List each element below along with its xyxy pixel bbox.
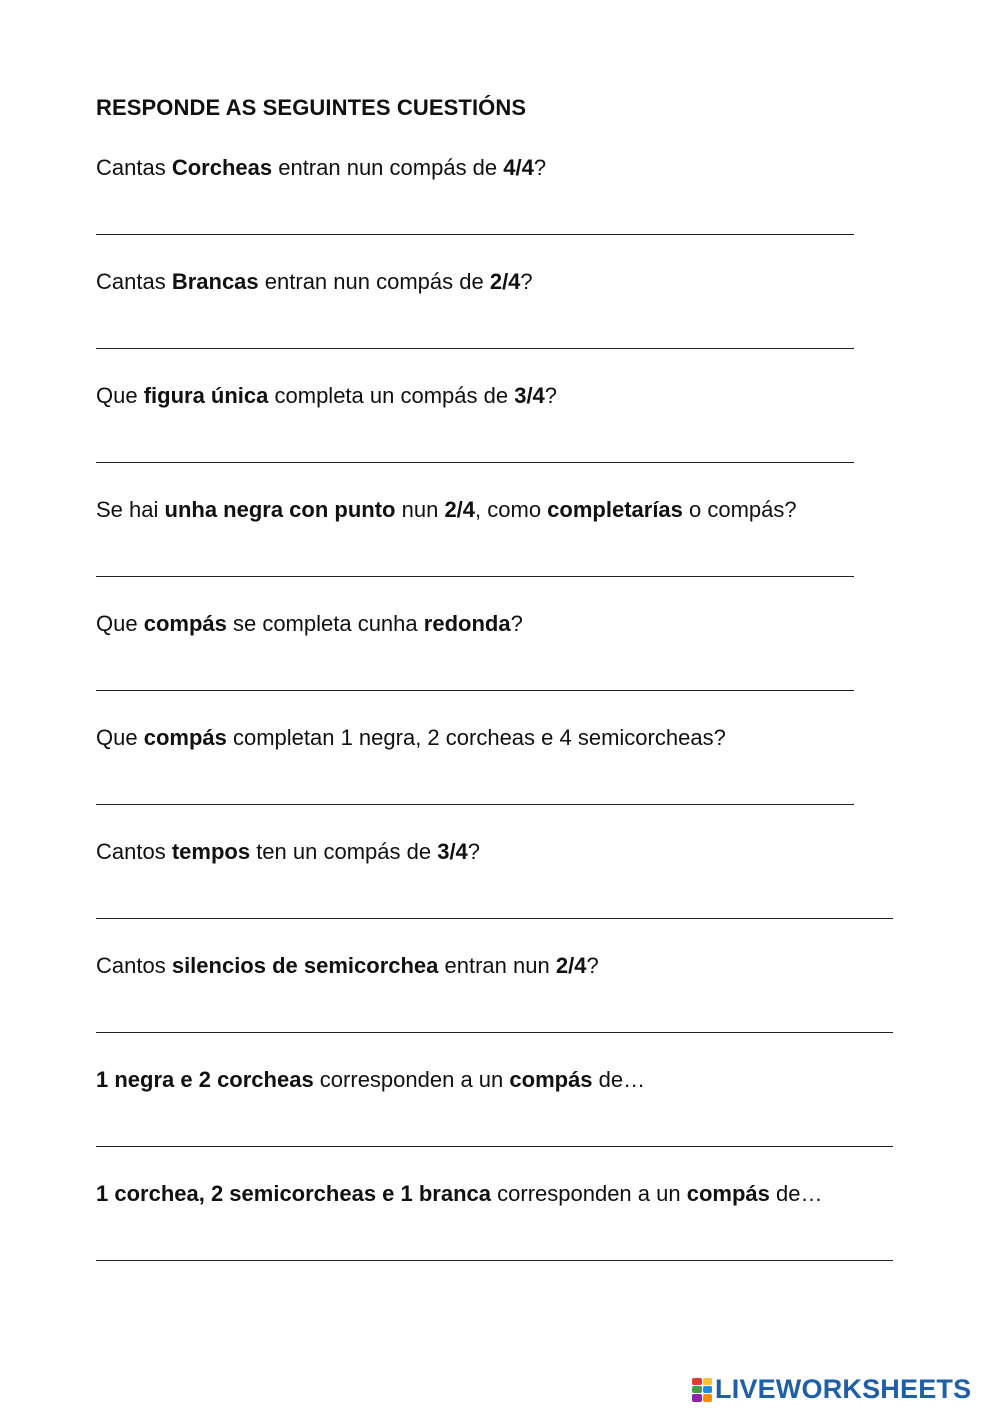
- question-text: Que: [96, 611, 144, 636]
- question-10: [96, 1181, 822, 1207]
- question-bold-text: compás: [143, 725, 227, 750]
- answer-line-10[interactable]: [96, 1260, 893, 1261]
- question-bold-text: 2/4: [444, 497, 476, 522]
- answer-input-6[interactable]: [96, 776, 854, 802]
- question-text: ?: [520, 269, 533, 294]
- question-text: entran nun: [438, 953, 556, 978]
- question-bold-text: 1 negra e 2 corcheas: [96, 1067, 314, 1092]
- question-text: completan 1 negra, 2 corcheas e 4 semicorcheas?: [226, 725, 726, 750]
- question-text: Que: [96, 383, 144, 408]
- question-text: ten un compás de: [250, 839, 438, 864]
- question-bold-text: silencios de semicorchea: [171, 953, 439, 978]
- question-bold-text: 3/4: [437, 839, 468, 864]
- question-bold-text: 4/4: [503, 155, 534, 180]
- question-9: [96, 1067, 645, 1093]
- question-text: Se hai: [96, 497, 165, 522]
- question-1: [96, 155, 546, 181]
- answer-line-3[interactable]: [96, 462, 854, 463]
- answer-input-9[interactable]: [96, 1118, 893, 1144]
- question-bold-text: 2/4: [555, 953, 587, 978]
- answer-line-2[interactable]: [96, 348, 854, 349]
- question-text: Que: [96, 725, 144, 750]
- logo-square: [692, 1386, 702, 1393]
- liveworksheets-logo: [692, 1374, 971, 1405]
- question-bold-text: 1 corchea, 2 semicorcheas e 1 branca: [96, 1181, 492, 1206]
- question-5: [96, 611, 523, 637]
- logo-square: [692, 1394, 702, 1401]
- logo-square: [703, 1394, 713, 1401]
- question-bold-text: tempos: [171, 839, 251, 864]
- question-2: [96, 269, 533, 295]
- question-text: ?: [533, 155, 547, 180]
- question-text: entran nun compás de: [272, 155, 504, 180]
- answer-line-7[interactable]: [96, 918, 893, 919]
- question-bold-text: redonda: [423, 611, 511, 636]
- question-bold-text: compás: [143, 611, 227, 636]
- answer-input-5[interactable]: [96, 662, 854, 688]
- question-bold-text: completarías: [547, 497, 683, 522]
- answer-line-9[interactable]: [96, 1146, 893, 1147]
- question-4: [96, 497, 797, 523]
- question-text: entran nun compás de: [258, 269, 490, 294]
- answer-line-1[interactable]: [96, 234, 854, 235]
- question-text: Cantas: [96, 155, 172, 180]
- question-bold-text: figura única: [143, 383, 269, 408]
- logo-text: LIVEWORKSHEETS: [715, 1374, 972, 1404]
- question-text: Cantos: [96, 953, 172, 978]
- question-6: [96, 725, 726, 751]
- question-8: [96, 953, 599, 979]
- logo-square: [703, 1378, 713, 1385]
- answer-input-1[interactable]: [96, 206, 854, 232]
- question-text: ?: [467, 839, 481, 864]
- question-text: o compás?: [682, 497, 797, 522]
- question-bold-text: 3/4: [514, 383, 545, 408]
- logo-square: [703, 1386, 713, 1393]
- question-bold-text: Brancas: [171, 269, 259, 294]
- logo-square: [692, 1378, 702, 1385]
- question-bold-text: compás: [509, 1067, 593, 1092]
- question-text: , como: [475, 497, 548, 522]
- question-text: ?: [510, 611, 523, 636]
- answer-input-2[interactable]: [96, 320, 854, 346]
- question-text: Cantas: [96, 269, 172, 294]
- answer-input-3[interactable]: [96, 434, 854, 460]
- question-text: de…: [769, 1181, 823, 1206]
- answer-line-5[interactable]: [96, 690, 854, 691]
- answer-line-6[interactable]: [96, 804, 854, 805]
- answer-input-8[interactable]: [96, 1004, 893, 1030]
- question-text: corresponden a un: [313, 1067, 510, 1092]
- answer-line-4[interactable]: [96, 576, 854, 577]
- question-text: ?: [586, 953, 599, 978]
- question-bold-text: compás: [686, 1181, 770, 1206]
- question-bold-text: Corcheas: [171, 155, 273, 180]
- question-text: de…: [592, 1067, 646, 1092]
- answer-input-4[interactable]: [96, 548, 854, 574]
- question-bold-text: unha negra con punto: [164, 497, 396, 522]
- question-text: nun: [395, 497, 445, 522]
- question-text: ?: [544, 383, 558, 408]
- answer-input-10[interactable]: [96, 1232, 893, 1258]
- liveworksheets-logo-icon: [692, 1378, 712, 1402]
- worksheet-title: RESPONDE AS SEGUINTES CUESTIÓNS: [96, 95, 527, 120]
- question-7: [96, 839, 480, 865]
- question-text: se completa cunha: [226, 611, 424, 636]
- answer-line-8[interactable]: [96, 1032, 893, 1033]
- question-text: corresponden a un: [491, 1181, 687, 1206]
- answer-input-7[interactable]: [96, 890, 893, 916]
- question-3: [96, 383, 557, 409]
- question-text: Cantos: [96, 839, 172, 864]
- question-bold-text: 2/4: [489, 269, 521, 294]
- question-text: completa un compás de: [268, 383, 515, 408]
